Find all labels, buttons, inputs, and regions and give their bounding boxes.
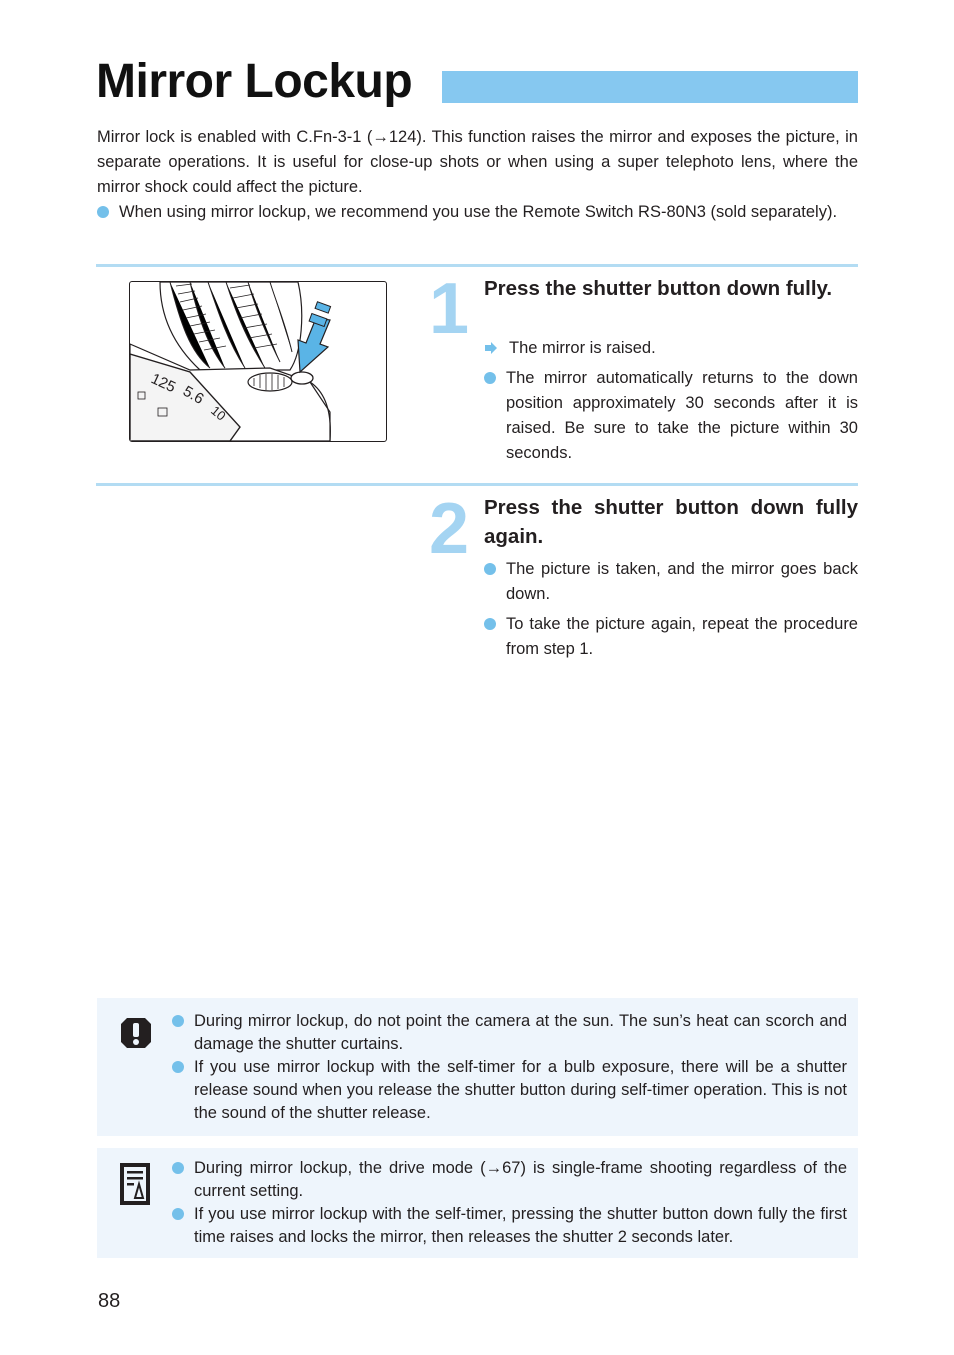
bullet-dot-icon: [97, 206, 109, 218]
step-1-body: [484, 336, 858, 471]
section-divider: [96, 483, 858, 486]
page-number: 88: [98, 1290, 121, 1312]
list-item: [172, 1157, 847, 1203]
bullet-dot-icon: [172, 1162, 184, 1174]
arrow-right-icon: [484, 341, 498, 355]
camera-illustration: [129, 281, 387, 442]
list-item: [172, 1010, 847, 1056]
lcd-frame-count: 10: [208, 402, 229, 424]
page-title: Mirror Lockup: [96, 55, 413, 108]
step-number-1: 1: [429, 269, 470, 349]
bullet-dot-icon: [484, 563, 496, 575]
step-1-result: [484, 336, 858, 361]
memo-box: [97, 1148, 858, 1258]
caution-item-text: If you use mirror lockup with the self-timer for a bulb exposure, there will be a shutter release sound when you release the shutter button during self-timer operation. This is not the sound of the shutter release.: [194, 1058, 847, 1122]
step-2-bullet-text: The picture is taken, and the mirror goes back down.: [506, 560, 858, 603]
list-item: [484, 557, 858, 607]
intro-note: [97, 200, 858, 225]
step-1-title: Press the shutter button down fully.: [484, 277, 833, 300]
bullet-dot-icon: [484, 618, 496, 630]
step-2-title: Press the shutter button down fully again.: [484, 496, 858, 548]
lcd-shutter-speed: 125: [148, 370, 179, 397]
bullet-dot-icon: [172, 1015, 184, 1027]
memo-icon: [119, 1162, 151, 1206]
list-item: [484, 366, 858, 466]
memo-text: [172, 1157, 847, 1249]
step-number-2: 2: [429, 489, 470, 569]
step-2-bullet-text: To take the picture again, repeat the procedure from step 1.: [506, 615, 858, 658]
title-accent-bar: [442, 71, 858, 103]
bullet-dot-icon: [172, 1208, 184, 1220]
step-2-body: [484, 557, 858, 667]
bullet-dot-icon: [484, 372, 496, 384]
bullet-dot-icon: [172, 1061, 184, 1073]
list-item: [172, 1056, 847, 1125]
camera-drawing: [130, 282, 386, 441]
step-1-bullet-text: The mirror automatically returns to the down position approximately 30 seconds after it is raised. Be sure to take the picture within 30 seconds.: [506, 369, 858, 462]
intro-paragraph: Mirror lock is enabled with C.Fn-3-1 (→124). This function raises the mirror and exposes the picture, in separate operations. It is useful for close-up shots or when using a super telephoto lens, where the mirror shock could affect the picture.: [97, 128, 858, 196]
caution-item-text: During mirror lockup, do not point the camera at the sun. The sun’s heat can scorch and damage the shutter curtains.: [194, 1012, 847, 1053]
caution-text: [172, 1010, 847, 1125]
lcd-aperture: 5.6: [180, 382, 207, 408]
press-arrow-icon: [298, 302, 331, 372]
caution-icon: [119, 1016, 153, 1050]
list-item: [172, 1203, 847, 1249]
step-1-result-text: The mirror is raised.: [509, 339, 656, 357]
intro-note-text: When using mirror lockup, we recommend you use the Remote Switch RS-80N3 (sold separately).: [119, 203, 838, 221]
section-divider: [96, 264, 858, 267]
list-item: [484, 612, 858, 662]
memo-item-text: During mirror lockup, the drive mode (→67) is single-frame shooting regardless of the current setting.: [194, 1159, 847, 1200]
memo-item-text: If you use mirror lockup with the self-timer, pressing the shutter button down fully the first time raises and locks the mirror, then releases the shutter 2 seconds later.: [194, 1205, 847, 1246]
caution-box: [97, 998, 858, 1136]
